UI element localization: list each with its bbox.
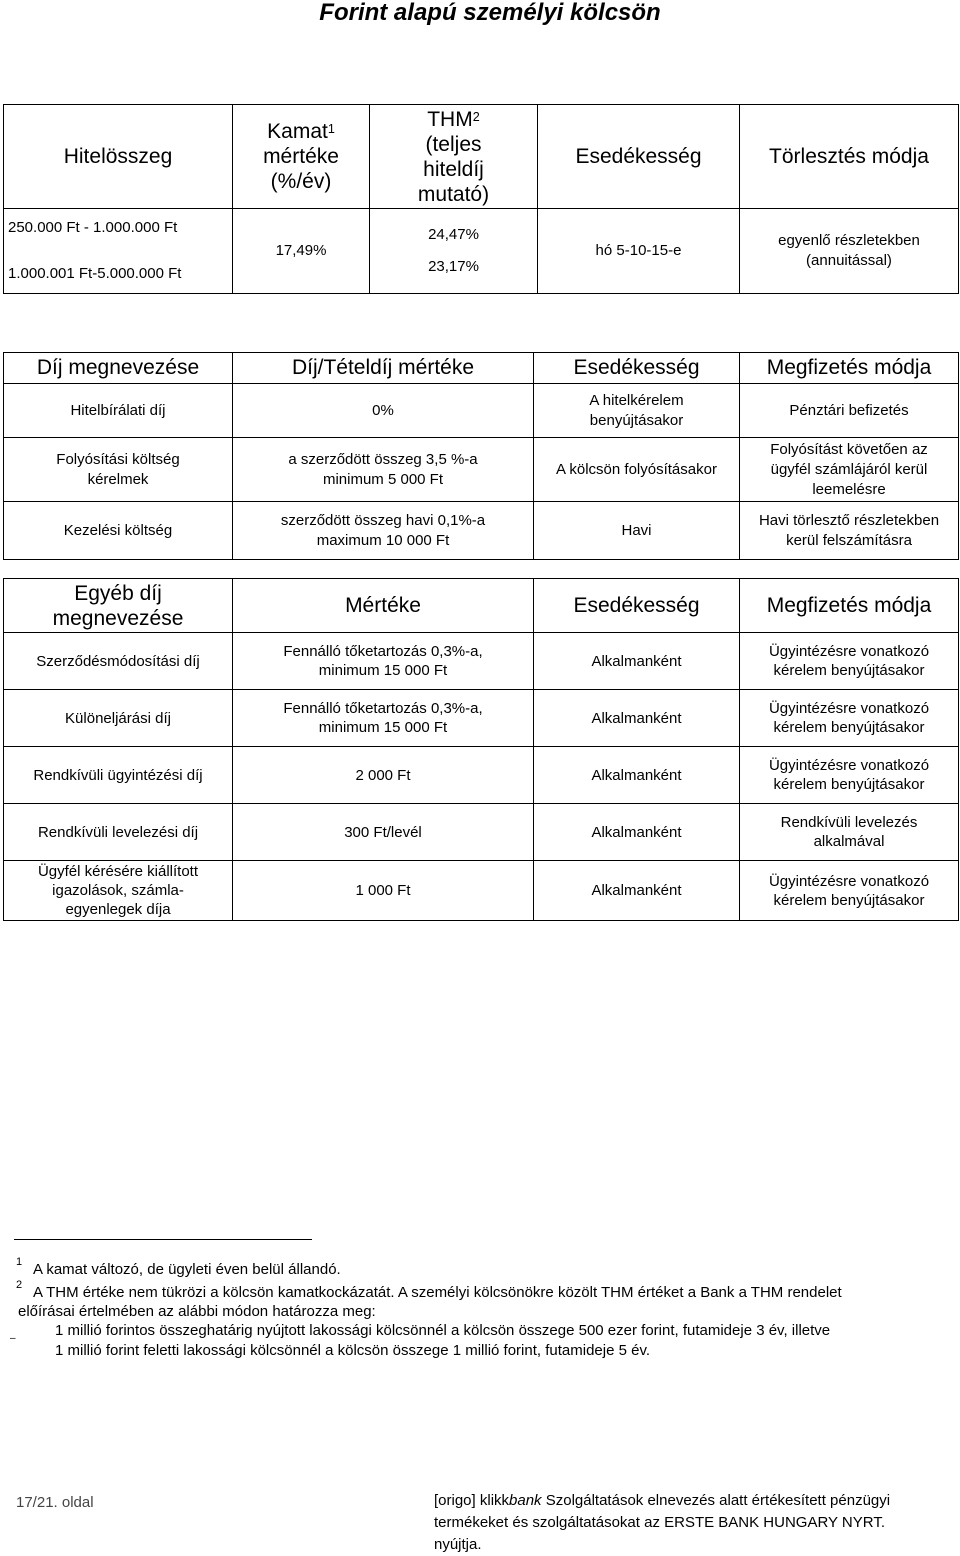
repay-line1: egyenlő részletekben <box>778 232 920 249</box>
fee-due-line1: A kölcsön folyósításakor <box>556 460 717 478</box>
fee-payment <box>740 438 959 502</box>
page-number: 17/21. oldal <box>16 1494 94 1511</box>
footnote-2 <box>16 1279 842 1303</box>
header-thm-line4: mutató) <box>417 182 490 206</box>
thm-cell <box>370 209 538 294</box>
fee-row <box>4 438 959 502</box>
fee-header-payment: Megfizetés módja <box>740 353 959 384</box>
header-thm-line3: hiteldíj <box>423 157 484 181</box>
other-fee-due: Alkalmanként <box>534 633 740 690</box>
other-fee-row <box>4 747 959 804</box>
footnote-2-line1: A THM értéke nem tükrözi a kölcsön kamatkockázatát. A személyi kölcsönökre közölt THM értéket a Bank a THM rendelet <box>33 1284 842 1301</box>
footnote-1-mark: 1 <box>16 1256 23 1268</box>
other-fee-table <box>3 578 959 921</box>
other-fee-row <box>4 804 959 861</box>
other-fee-amount <box>233 690 534 747</box>
other-header-name-line1: Egyéb díj <box>74 581 162 605</box>
other-fee-name-line1: Ügyfél kérésére kiállított <box>37 863 199 880</box>
other-fee-payment <box>740 633 959 690</box>
other-fee-pay-line2: kérelem benyújtásakor <box>773 891 925 909</box>
fee-pay-line2: kerül felszámításra <box>786 531 912 549</box>
fee-name-line1: Hitelbírálati díj <box>70 401 166 419</box>
other-fee-name-line1: Különeljárási díj <box>65 709 171 727</box>
footnote-ref-1: 1 <box>327 122 335 136</box>
header-thm-line1: THM <box>427 107 473 131</box>
fee-name-line1: Kezelési költség <box>63 521 173 539</box>
header-repay: Törlesztés módja <box>740 105 959 209</box>
other-fee-pay-line1: Ügyintézésre vonatkozó <box>768 872 930 890</box>
fee-pay-line2: ügyfél számlájáról kerül <box>770 460 928 478</box>
fee-amount <box>233 502 534 560</box>
brand-rest: Szolgáltatások elnevezés alatt értékesített pénzügyi <box>541 1492 891 1509</box>
footnote-2-continued: előírásai értelmében az alábbi módon határozza meg: <box>18 1303 376 1320</box>
due-cell: hó 5-10-15-e <box>538 209 740 294</box>
other-fee-pay-line2: kérelem benyújtásakor <box>773 662 925 679</box>
other-fee-pay-line1: Ügyintézésre vonatkozó <box>768 643 930 660</box>
other-fee-pay-line2: kérelem benyújtásakor <box>773 719 925 736</box>
other-fee-due: Alkalmanként <box>534 690 740 747</box>
brand-prefix: [origo] klikk <box>434 1492 510 1509</box>
brand-line3: nyújtja. <box>434 1536 482 1553</box>
other-fee-name-line3: egyenlegek díja <box>65 901 171 918</box>
other-table-header-row <box>4 579 959 633</box>
other-fee-name-line2: igazolások, számla- <box>52 882 184 899</box>
other-fee-amount-line2: minimum 15 000 Ft <box>318 662 448 679</box>
other-fee-amount-line1: Fennálló tőketartozás 0,3%-a, <box>283 700 483 717</box>
header-rate <box>233 105 370 209</box>
fee-header-due: Esedékesség <box>534 353 740 384</box>
thm-value-2: 23,17% <box>428 258 479 275</box>
fee-due <box>534 438 740 502</box>
other-fee-amount <box>233 747 534 804</box>
other-fee-due: Alkalmanként <box>534 747 740 804</box>
loan-table <box>3 104 959 294</box>
fee-due-line2: benyújtásakor <box>589 411 684 429</box>
other-fee-name-line1: Rendkívüli levelezési díj <box>37 823 199 841</box>
fee-amount <box>233 384 534 438</box>
other-fee-name <box>4 861 233 921</box>
other-fee-amount-line1: 2 000 Ft <box>355 766 411 784</box>
other-fee-amount <box>233 861 534 921</box>
other-fee-pay-line2: alkalmával <box>813 833 885 850</box>
fee-row <box>4 384 959 438</box>
other-fee-amount-line1: 300 Ft/levél <box>344 823 422 841</box>
footer-brand-text <box>434 1490 954 1556</box>
fee-name <box>4 502 233 560</box>
fee-amount-line1: a szerződött összeg 3,5 %-a <box>288 450 478 468</box>
other-fee-amount-line1: Fennálló tőketartozás 0,3%-a, <box>283 643 483 660</box>
other-fee-row <box>4 690 959 747</box>
loan-table-row <box>4 209 959 294</box>
brand-line2: termékeket és szolgáltatásokat az ERSTE BANK HUNGARY NYRT. <box>434 1514 886 1531</box>
other-fee-amount <box>233 804 534 861</box>
fee-payment <box>740 384 959 438</box>
repay-line2: (annuitással) <box>806 252 892 269</box>
other-header-payment: Megfizetés módja <box>740 579 959 633</box>
other-fee-name-line1: Szerződésmódosítási díj <box>36 652 200 670</box>
fee-pay-line1: Havi törlesztő részletekben <box>758 511 940 529</box>
other-fee-payment <box>740 747 959 804</box>
fee-name-line1: Folyósítási költség <box>56 450 180 468</box>
fee-row <box>4 502 959 560</box>
fee-payment <box>740 502 959 560</box>
other-fee-row <box>4 861 959 921</box>
footnote-divider <box>14 1239 312 1240</box>
footnote-2-mark: 2 <box>16 1279 23 1291</box>
fee-amount <box>233 438 534 502</box>
footnote-ref-2: 2 <box>472 109 480 124</box>
other-fee-payment <box>740 690 959 747</box>
fee-pay-line3: leemelésre <box>812 480 886 498</box>
other-fee-due: Alkalmanként <box>534 804 740 861</box>
fee-header-amount: Díj/Tételdíj mértéke <box>233 353 534 384</box>
other-fee-pay-line1: Ügyintézésre vonatkozó <box>768 700 930 717</box>
bullet-item: 1 millió forint feletti lakossági kölcsönnél a kölcsön összege 1 millió forint, futamideje 5 év. <box>55 1342 651 1359</box>
other-header-amount: Mértéke <box>233 579 534 633</box>
fee-amount-line2: minimum 5 000 Ft <box>322 470 444 488</box>
fee-pay-line1: Folyósítást követően az <box>770 440 928 458</box>
header-rate-line1: Kamat <box>267 120 328 143</box>
header-amount: Hitelösszeg <box>4 105 233 209</box>
other-fee-name-line1: Rendkívüli ügyintézési díj <box>33 766 203 784</box>
fee-amount-line1: 0% <box>372 401 394 419</box>
amount-range-2: 1.000.001 Ft-5.000.000 Ft <box>8 265 182 282</box>
fee-pay-line1: Pénztári befizetés <box>789 401 909 419</box>
fee-due <box>534 502 740 560</box>
fee-due-line1: A hitelkérelem <box>589 391 684 409</box>
rate-cell: 17,49% <box>233 209 370 294</box>
loan-table-header-row <box>4 105 959 209</box>
fee-table-header-row <box>4 353 959 384</box>
fee-name <box>4 384 233 438</box>
other-fee-name <box>4 633 233 690</box>
fee-amount-line1: szerződött összeg havi 0,1%-a <box>280 511 486 529</box>
footnote-bullets <box>55 1321 830 1361</box>
header-thm <box>370 105 538 209</box>
fee-due-line1: Havi <box>621 521 652 539</box>
other-fee-name <box>4 690 233 747</box>
other-fee-pay-line1: Rendkívüli levelezés <box>780 814 918 831</box>
bullet-mark: – <box>10 1333 16 1344</box>
fee-table <box>3 352 959 560</box>
other-fee-name <box>4 804 233 861</box>
other-fee-amount-line1: 1 000 Ft <box>355 882 411 899</box>
other-header-name <box>4 579 233 633</box>
header-rate-line3: (%/év) <box>270 170 332 193</box>
footnote-1 <box>16 1256 341 1280</box>
other-fee-payment <box>740 804 959 861</box>
header-thm-line2: (teljes <box>425 132 482 156</box>
other-header-due: Esedékesség <box>534 579 740 633</box>
fee-name <box>4 438 233 502</box>
page-title: Forint alapú személyi kölcsön <box>319 0 661 26</box>
footnote-1-text: A kamat változó, de ügyleti éven belül állandó. <box>33 1261 341 1278</box>
header-due: Esedékesség <box>538 105 740 209</box>
other-fee-pay-line1: Ügyintézésre vonatkozó <box>768 757 930 774</box>
fee-header-name: Díj megnevezése <box>4 353 233 384</box>
other-header-name-line2: megnevezése <box>52 606 184 630</box>
amount-range-1: 250.000 Ft - 1.000.000 Ft <box>8 219 178 236</box>
other-fee-payment <box>740 861 959 921</box>
other-fee-row <box>4 633 959 690</box>
header-rate-line2: mértéke <box>263 145 339 168</box>
other-fee-name <box>4 747 233 804</box>
fee-due <box>534 384 740 438</box>
thm-value-1: 24,47% <box>428 226 479 243</box>
repay-cell <box>740 209 959 294</box>
fee-name-line2: kérelmek <box>87 470 149 488</box>
brand-italic: bank <box>509 1492 542 1509</box>
other-fee-amount <box>233 633 534 690</box>
other-fee-pay-line2: kérelem benyújtásakor <box>773 776 925 793</box>
bullet-item: 1 millió forintos összeghatárig nyújtott lakossági kölcsönnél a kölcsön összege 500 ezer forint, futamideje 3 év, illetve <box>55 1322 831 1339</box>
fee-amount-line2: maximum 10 000 Ft <box>316 531 450 549</box>
amount-ranges-cell <box>4 209 233 294</box>
other-fee-due: Alkalmanként <box>534 861 740 921</box>
other-fee-amount-line2: minimum 15 000 Ft <box>318 719 448 736</box>
